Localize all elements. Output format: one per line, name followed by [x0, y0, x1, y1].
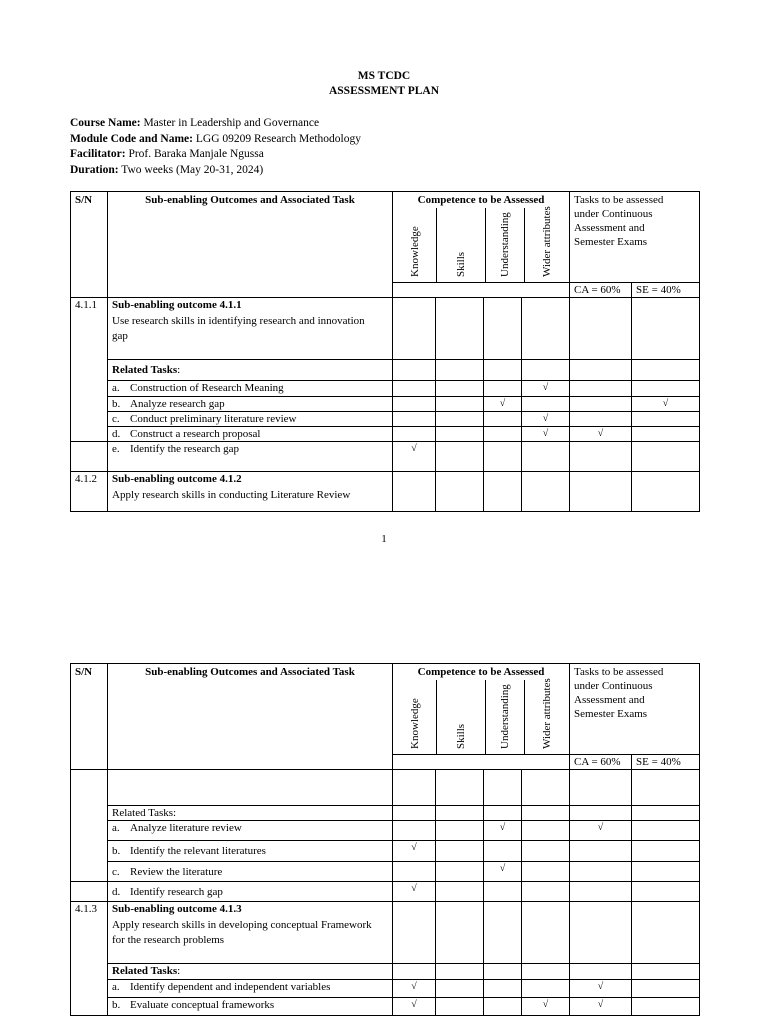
header-sn: S/N [71, 192, 108, 298]
check-mark: √ [393, 980, 436, 998]
outcome-4-1-2: Sub-enabling outcome 4.1.2 Apply research skills in conducting Literature Review [108, 472, 393, 512]
check-mark: √ [522, 412, 570, 427]
outcome-4-1-1: Sub-enabling outcome 4.1.1 Use research skills in identifying research and innovation gap [108, 298, 393, 360]
sn-4-1-1: 4.1.1 [71, 298, 108, 442]
task-item: a. Construction of Research Meaning [108, 381, 393, 397]
check-mark: √ [570, 821, 632, 841]
header-knowledge: Knowledge [408, 226, 421, 277]
header-tasks-assessed: Tasks to be assessed under Continuous Assessment and Semester Exams [570, 664, 700, 755]
check-mark: √ [393, 882, 436, 902]
task-item: a. Analyze literature review [108, 821, 393, 841]
check-mark: √ [484, 821, 522, 841]
header-wider-attributes: Wider attributes [524, 680, 569, 754]
task-item: b. Analyze research gap [108, 397, 393, 412]
page-number: 1 [381, 533, 387, 545]
course-line: Course Name: Master in Leadership and Governance [70, 117, 320, 129]
assessment-table-page2 [70, 663, 700, 1016]
header-wider-attributes: Wider attributes [524, 208, 569, 282]
check-mark: √ [393, 442, 436, 472]
check-mark: √ [570, 980, 632, 998]
task-item: d. Identify research gap [108, 882, 393, 902]
sn-4-1-3: 4.1.3 [71, 902, 108, 1016]
outcome-4-1-3: Sub-enabling outcome 4.1.3 Apply research skills in developing conceptual Framework for the research problems [108, 902, 393, 964]
related-tasks-label: Related Tasks: [108, 360, 393, 381]
check-mark: √ [393, 841, 436, 862]
header-outcomes: Sub-enabling Outcomes and Associated Task [108, 664, 393, 770]
check-mark: √ [484, 862, 522, 882]
check-mark: √ [522, 427, 570, 442]
check-mark: √ [484, 397, 522, 412]
header-knowledge: Knowledge [408, 698, 421, 749]
duration-line: Duration: Two weeks (May 20-31, 2024) [70, 163, 264, 176]
header-competence: Competence to be Assessed [417, 666, 545, 678]
document-title: ASSESSMENT PLAN [328, 85, 440, 97]
task-item: b. Evaluate conceptual frameworks [108, 998, 393, 1016]
header-ca: CA = 60% [570, 755, 632, 770]
header-ca: CA = 60% [570, 283, 632, 298]
header-competence-group [393, 192, 570, 283]
check-mark: √ [570, 427, 632, 442]
module-line: Module Code and Name: LGG 09209 Research Methodology [70, 132, 361, 145]
assessment-table-page1 [70, 191, 700, 512]
sn-4-1-2: 4.1.2 [71, 472, 108, 512]
task-item: a. Identify dependent and independent variables [108, 980, 393, 998]
header-understanding: Understanding [485, 208, 524, 282]
org-title: MS TCDC [357, 70, 411, 82]
task-item: b. Identify the relevant literatures [108, 841, 393, 862]
header-competence: Competence to be Assessed [417, 194, 545, 206]
check-mark: √ [393, 998, 436, 1016]
header-tasks-assessed: Tasks to be assessed under Continuous Assessment and Semester Exams [570, 192, 700, 283]
header-skills: Skills [436, 208, 485, 282]
header-se: SE = 40% [632, 755, 700, 770]
header-skills: Skills [436, 680, 485, 754]
header-sn: S/N [71, 664, 108, 770]
check-mark: √ [522, 381, 570, 397]
task-item: c. Review the literature [108, 862, 393, 882]
task-item: e. Identify the research gap [108, 442, 393, 472]
meta-block [70, 116, 361, 178]
task-item: c. Conduct preliminary literature review [108, 412, 393, 427]
task-item: d. Construct a research proposal [108, 427, 393, 442]
check-mark: √ [632, 397, 700, 412]
related-tasks-label: Related Tasks: [108, 806, 393, 821]
header-competence-group [393, 664, 570, 755]
header-understanding: Understanding [485, 680, 524, 754]
check-mark: √ [522, 998, 570, 1016]
header-outcomes: Sub-enabling Outcomes and Associated Task [108, 192, 393, 298]
header-se: SE = 40% [632, 283, 700, 298]
related-tasks-label: Related Tasks: [108, 964, 393, 980]
check-mark: √ [570, 998, 632, 1016]
facilitator-line: Facilitator: Prof. Baraka Manjale Ngussa [70, 148, 264, 160]
